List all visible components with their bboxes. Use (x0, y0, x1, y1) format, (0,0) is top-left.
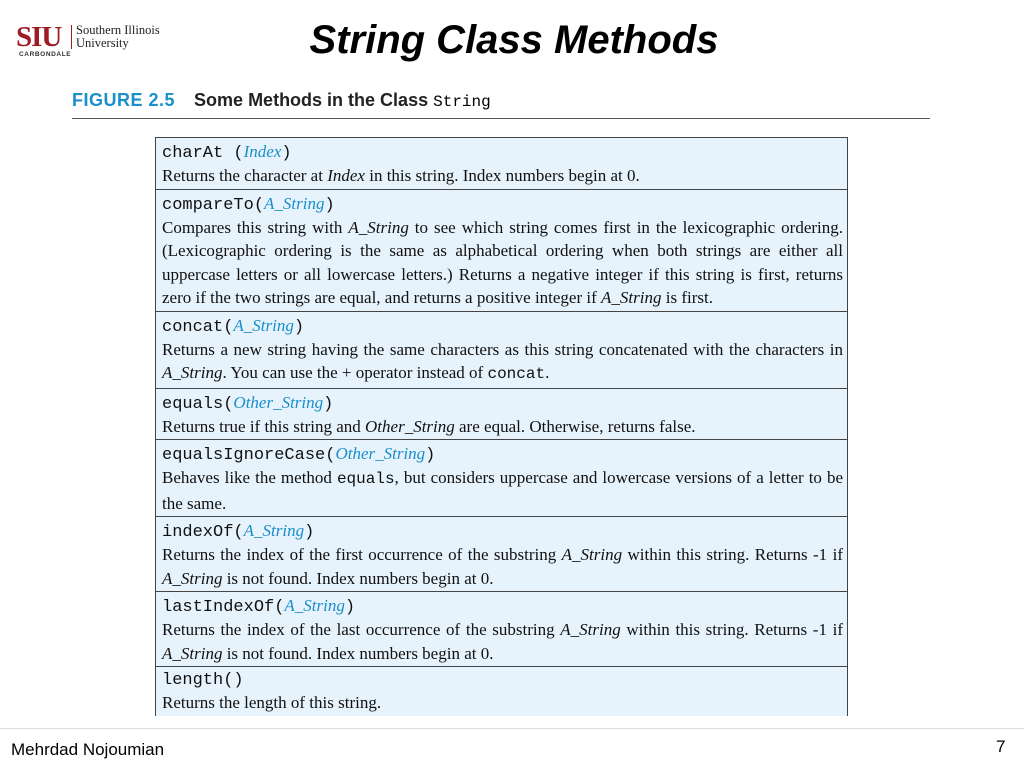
param-ref: A_String (348, 217, 409, 237)
method-description (162, 338, 843, 387)
method-entry-indexOf (156, 517, 847, 592)
method-param: A_String (284, 596, 345, 615)
method-param: A_String (243, 521, 305, 540)
method-table (155, 137, 848, 716)
description-text: . You can use the + operator instead of (222, 363, 488, 382)
method-signature (162, 393, 843, 415)
method-name: concat (162, 317, 224, 337)
method-paren-close: ) (425, 446, 436, 465)
method-description (162, 543, 843, 590)
description-text: is not found. Index numbers begin at 0. (222, 643, 494, 663)
param-ref: A_String (560, 620, 621, 639)
description-text: are equal. Otherwise, returns false. (454, 416, 696, 436)
method-param: Index (243, 142, 282, 161)
method-signature (162, 444, 843, 466)
method-paren-open: ( (233, 523, 244, 542)
method-entry-charAt (156, 138, 847, 190)
method-description (162, 618, 843, 665)
method-paren-open: ( (253, 195, 265, 215)
method-paren-open: ( (274, 598, 285, 617)
method-paren-open: ( (223, 144, 244, 163)
param-ref: Other_String (365, 416, 455, 436)
description-text: within this string. Returns -1 if (622, 545, 843, 564)
method-name: compareTo (162, 195, 254, 215)
method-signature (162, 596, 843, 618)
method-description (162, 216, 843, 310)
method-signature (162, 316, 843, 338)
code-ref: equals (336, 470, 395, 488)
footer-rule (0, 728, 1024, 729)
method-paren-close: ) (233, 671, 244, 690)
method-param: A_String (264, 193, 325, 213)
figure-label: FIGURE 2.5 (72, 90, 176, 110)
description-text: Returns the length of this string. (162, 693, 382, 712)
description-text: Returns true if this string and (162, 416, 366, 436)
method-signature (162, 194, 843, 216)
method-name: charAt (162, 144, 224, 163)
logo-mark: SIU (16, 21, 62, 53)
method-description (162, 415, 843, 439)
param-ref: A_String (601, 288, 662, 307)
method-paren-close: ) (324, 195, 335, 215)
description-text: is first. (661, 288, 713, 307)
figure-caption-text: Some Methods in the Class (194, 90, 429, 110)
logo-subtitle: CARBONDALE (19, 51, 72, 58)
method-name: equals (162, 394, 224, 414)
param-ref: A_String (162, 643, 223, 663)
method-paren-close: ) (293, 317, 305, 337)
method-entry-length (156, 667, 847, 716)
method-paren-close: ) (323, 394, 334, 414)
description-text: in this string. Index numbers begin at 0. (364, 166, 640, 185)
method-paren-close: ) (304, 523, 315, 542)
code-ref: concat (487, 365, 546, 383)
param-ref: A_String (162, 568, 223, 588)
logo-line-2: University (76, 36, 129, 50)
method-signature (162, 671, 843, 691)
figure-rule (72, 118, 930, 119)
method-entry-equalsIgnoreCase (156, 440, 847, 517)
description-text: Compares this string with (162, 217, 349, 237)
method-name: length (162, 671, 224, 690)
description-text: Returns a new string having the same characters as this string concatenated with the characters in (162, 339, 843, 359)
figure-caption (72, 90, 491, 111)
param-ref: Index (327, 166, 365, 185)
method-param: Other_String (233, 392, 324, 412)
slide-title: String Class Methods (309, 18, 719, 62)
method-paren-open: ( (325, 446, 336, 465)
description-text: , but considers uppercase and lowercase versions of a letter to be the same. (162, 468, 843, 513)
param-ref: A_String (561, 545, 623, 564)
method-name: indexOf (162, 523, 234, 542)
description-text: . (545, 363, 550, 382)
description-text: is not found. Index numbers begin at 0. (222, 568, 494, 588)
method-description (162, 691, 843, 715)
figure-caption-code: String (433, 93, 491, 111)
method-description (162, 466, 843, 515)
method-name: lastIndexOf (162, 598, 275, 617)
method-entry-concat (156, 312, 847, 389)
page-number: 7 (996, 737, 1006, 756)
method-name: equalsIgnoreCase (162, 446, 326, 465)
logo-line-1: Southern Illinois (76, 23, 160, 37)
method-entry-lastIndexOf (156, 592, 847, 667)
description-text: to see which string comes first in the lexicographic ordering. (Lexicographic ordering is the same as alphabetical ordering when both strings are either all uppercase letters or all lowercase letters.) Returns a negative integer if this string is first, returns zero if the two strings are equal, and returns a positive integer if (162, 217, 843, 307)
footer-author: Mehrdad Nojoumian (11, 740, 165, 759)
method-signature (162, 521, 843, 543)
description-text: within this string. Returns -1 if (620, 620, 843, 639)
method-paren-open: ( (223, 394, 234, 414)
method-signature (162, 142, 843, 164)
description-text: Returns the character at (162, 166, 328, 185)
method-paren-close: ) (281, 144, 292, 163)
description-text: Returns the index of the first occurrence of the substring (162, 545, 562, 564)
method-entry-equals (156, 389, 847, 441)
description-text: Returns the index of the last occurrence of the substring (162, 620, 561, 639)
method-paren-open: ( (223, 317, 234, 337)
method-entry-compareTo (156, 190, 847, 312)
method-paren-open: ( (223, 671, 234, 690)
description-text: Behaves like the method (162, 468, 337, 487)
method-paren-close: ) (344, 598, 356, 617)
method-param: Other_String (335, 444, 426, 463)
method-param: A_String (233, 315, 294, 335)
param-ref: A_String (162, 363, 223, 382)
method-description (162, 164, 843, 188)
